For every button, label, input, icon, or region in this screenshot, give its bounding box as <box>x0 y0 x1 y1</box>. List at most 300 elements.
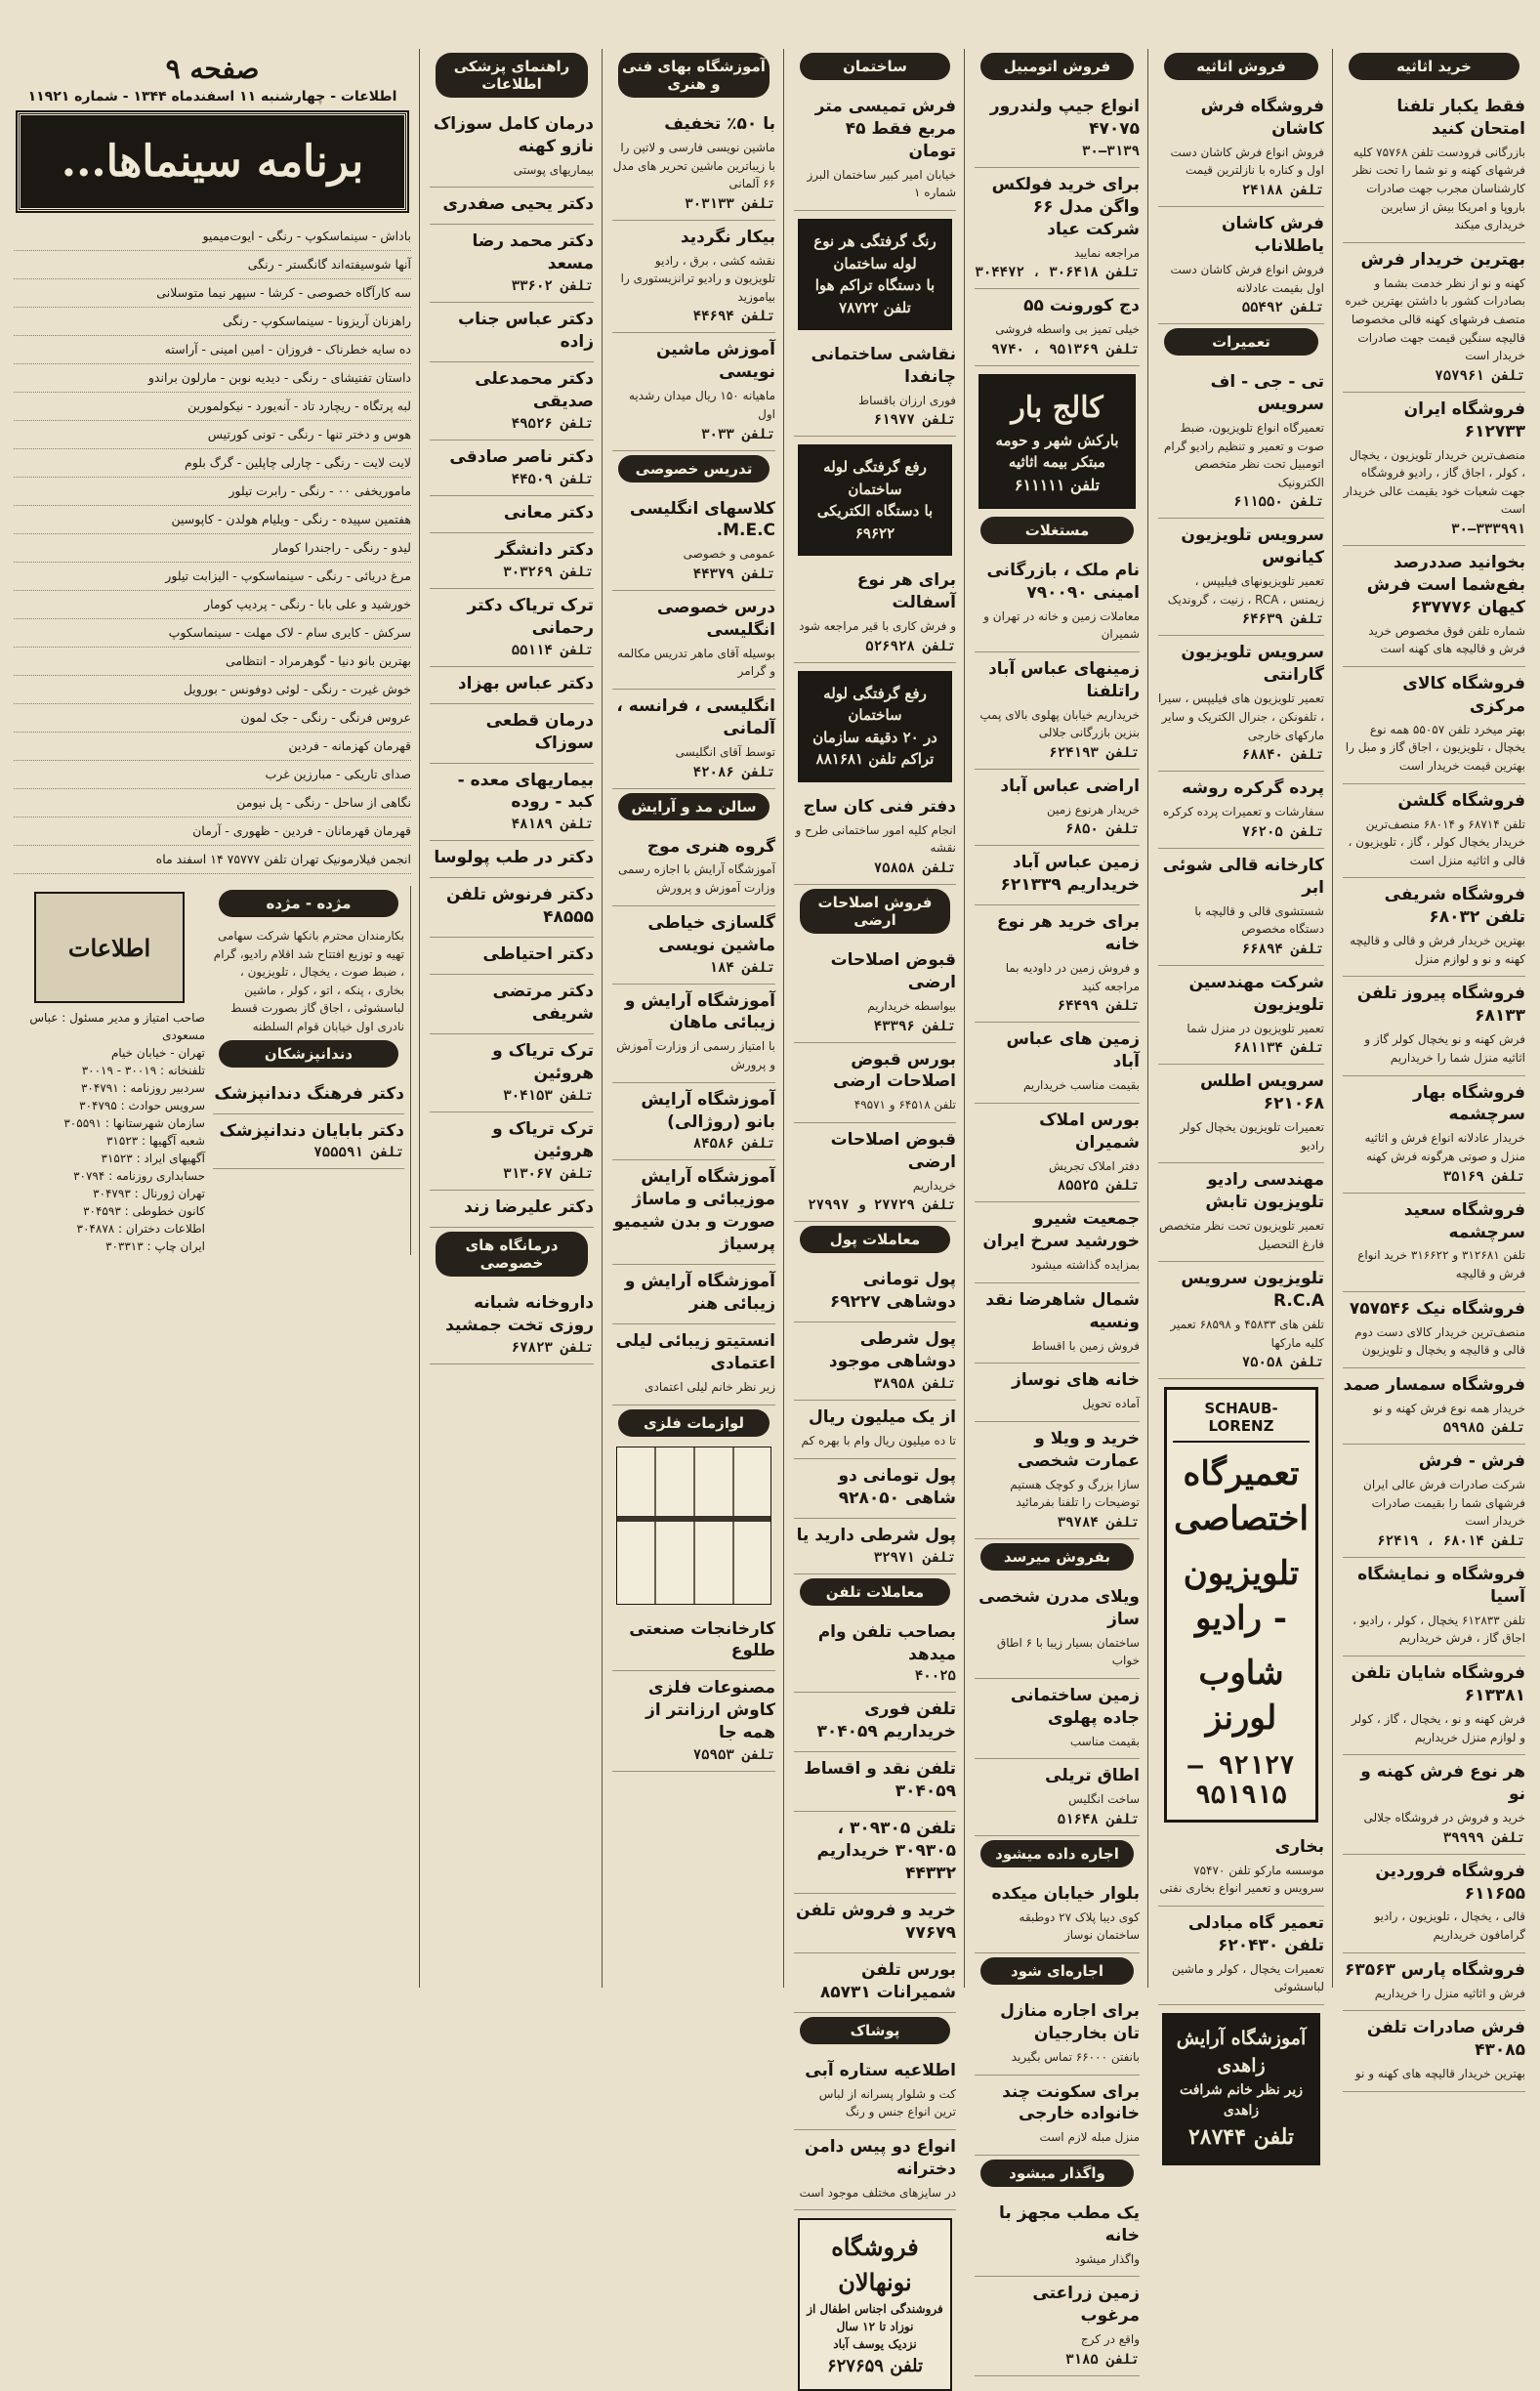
ad-title: برای اجاره منازل تان بخارجیان <box>1000 2001 1140 2043</box>
ad-title: دکتر علیرضا زند <box>464 1196 594 1217</box>
ad-body: نقشه کشی ، برق ، رادیو تلویزیون و رادیو ترانزیستوری را بیاموزید <box>620 253 775 304</box>
section-header: آموزشگاه بهای فنی و هنری <box>618 53 770 98</box>
ad-title: بخوانید صددرصد بفع‌شما است فرش کیهان ۶۳۷۷۷۶ <box>1366 553 1525 617</box>
ad-phone: تلفن ۷۵۸۵۸ <box>873 860 956 877</box>
ettelaat-logo: اطلاعات <box>34 892 185 1003</box>
ad-title: کارخانه قالی شوئی ابر <box>1162 855 1324 898</box>
pipe-cleaning-ad <box>798 671 952 782</box>
ad-title: دکتر محمد رضا مسعد <box>472 231 594 274</box>
classified-ad <box>975 1877 1140 1953</box>
section-header: اجاره‌ای شود <box>980 1957 1134 1985</box>
ad-title: دکتر ناصر صادقی <box>449 447 594 468</box>
ad-phone: تلفن ۶۴۴۹۹ <box>1057 998 1140 1015</box>
classified-ad <box>430 440 594 496</box>
classified-ad <box>1158 1065 1324 1163</box>
column-sell-furniture-repairs <box>1150 49 1332 2150</box>
classified-ad <box>975 168 1140 289</box>
ad-body: منزل مبله لازم است <box>1039 2130 1140 2145</box>
ad-line: کالج بار <box>1011 390 1103 425</box>
ad-title: فروشگاه و نمایشگاه آسیا <box>1357 1565 1525 1607</box>
classified-ad <box>1158 90 1324 207</box>
column-cars-real-estate <box>967 49 1147 2368</box>
ad-title: آموزشگاه آرایش بانو (روژالی) <box>641 1089 775 1132</box>
ad-body: تلفن ۶۸۷۱۴ و ۶۸۰۱۴ منصف‌ترین خریدار یخچال کولر ، گاز ، تلویزیون ، قالی و اثاثیه منزل است <box>1348 817 1525 867</box>
ad-title: یک مطب مجهز با خانه <box>999 2203 1140 2245</box>
ad-title: فروشگاه شریفی تلفن ۶۸۰۳۲ <box>1384 885 1525 928</box>
classified-ad <box>1343 1657 1525 1755</box>
publisher-info-line: صاحب امتیاز و مدیر مسئول : عباس مسعودی <box>29 1011 205 1042</box>
classified-ad <box>975 1422 1140 1539</box>
section-header: فروش اثاثیه <box>1164 53 1318 80</box>
ad-title: قبوض اصلاحات ارضی <box>830 1130 956 1172</box>
ad-phone: تلفن ۱۸۴ <box>709 959 775 976</box>
ad-title: دکتر فرنوش تلفن ۴۸۵۵۵ <box>445 885 594 928</box>
ad-title: نام ملک ، بازرگانی امینی ۷۹۰۰۹۰ <box>986 560 1140 603</box>
ad-title: درس خصوصی انگلیسی <box>656 597 775 640</box>
ad-body: و فرش کاری با قیر مراجعه شود <box>799 619 956 634</box>
classified-ad <box>1343 878 1525 977</box>
ad-body: ماهیانه ۱۵۰ ریال میدان رشدیه اول <box>629 389 775 421</box>
ad-phone: تلفن ۲۴۱۸۸ <box>1241 183 1324 199</box>
ad-body: خریدار عادلانه انواع فرش و اثاثیه منزل و صوتی هرگونه فرش کهنه <box>1364 1131 1525 1163</box>
ad-body: سازا بزرگ و کوچک هستیم توضیحات را تلفنا بفرمائید <box>1010 1477 1140 1510</box>
ad-phone: ۹۲۱۲۷ — ۹۵۱۹۱۵ <box>1187 1750 1295 1810</box>
ad-title: فروشگاه فروردین ۶۱۱۶۵۵ <box>1375 1861 1525 1904</box>
classified-ad <box>794 1894 956 1953</box>
ad-title: دکتر عباس جناب زاده <box>457 310 594 353</box>
ad-title: فروشگاه نیک ۷۵۷۵۴۶ <box>1349 1298 1525 1319</box>
cinema-listing: بهترین بانو دنیا - گوهرمراد - انتظامی <box>14 648 411 676</box>
ad-body: تلفن ۶۴۵۱۸ و ۴۹۵۷۱ <box>853 1098 956 1112</box>
ad-title: فروشگاه بهار سرچشمه <box>1413 1082 1525 1125</box>
page-number: صفحه ۹ <box>165 53 260 85</box>
ad-title: زمین های عباس آباد <box>1006 1029 1140 1072</box>
ad-phone: تلفن ۴۴۵۰۹ <box>511 471 594 487</box>
column-divider <box>602 49 603 1988</box>
ad-title: بلوار خیابان میکده <box>991 1883 1140 1904</box>
classified-ad <box>1343 1755 1525 1854</box>
classified-ad <box>794 1043 956 1123</box>
cinema-listing: قهرمان قهرمانان - فردین - ظهوری - آرمان <box>14 818 411 846</box>
classified-ad <box>1158 365 1324 519</box>
ad-title: فروشگاه سعید سرچشمه <box>1403 1199 1525 1242</box>
cinema-listing: ده سایه خطرناک - فروزان - امین امینی - آراسته <box>14 336 411 364</box>
classified-ad <box>1343 1445 1525 1558</box>
classified-ad <box>794 1693 956 1752</box>
ad-title: فرش صادرات تلفن ۴۳۰۸۵ <box>1366 2018 1525 2061</box>
section-header: سالن مد و آرایش <box>618 793 770 820</box>
section-header: معاملات پول <box>800 1226 950 1253</box>
classified-ad <box>1343 977 1525 1075</box>
ad-title: برای خرید فولکس واگن مدل ۶۶ شرکت عیاد <box>991 174 1140 239</box>
ad-title: مهندسی رادیو تلویزیون تابش <box>1205 1170 1324 1213</box>
classified-ad <box>1158 1262 1324 1379</box>
ad-phone: تلفن ۳۸۹۵۸ <box>873 1376 956 1393</box>
ad-title: بخاری <box>1274 1836 1324 1857</box>
ad-line: با دستگاه تراکم هوا تلفن ۷۸۷۲۲ <box>814 276 936 316</box>
classified-ad <box>794 1519 956 1574</box>
ad-body: انجام کلیه امور ساختمانی طرح و نقشه <box>795 822 956 856</box>
classified-ad <box>612 1671 775 1772</box>
ad-body: بهترین خریدار فرش و قالی و قالیچه کهنه و نو و لوازم منزل <box>1350 934 1525 966</box>
section-header: معاملات تلفن <box>800 1578 950 1606</box>
ad-line: تعمیرگاه اختصاصی <box>1174 1454 1309 1539</box>
ad-phone: تلفن ۲۸۷۴۴ <box>1187 2123 1295 2150</box>
classified-ad <box>975 1679 1140 1759</box>
classified-ad <box>1158 849 1324 966</box>
classified-ad <box>975 1104 1140 1202</box>
classified-ad <box>1158 519 1324 636</box>
classified-ad <box>612 830 775 906</box>
ad-title: دکتر دانشگر <box>495 539 594 560</box>
classified-ad <box>430 533 594 589</box>
section-header: ساختمان <box>800 53 950 80</box>
ad-body: قالی ، یخچال ، تلویزیون ، رادیو گرامافون خریداریم <box>1374 1909 1525 1943</box>
publisher-info-line: تهران ژورنال : ۳۰۴۷۹۳ <box>93 1187 205 1200</box>
classified-ad <box>794 1752 956 1812</box>
ad-phone: تلفن ۴۸۱۸۹ <box>511 817 594 833</box>
ad-body: ساختمان بسیار زیبا با ۶ اطاق خواب <box>996 1635 1140 1668</box>
classified-ad <box>975 905 1140 1023</box>
ad-phone: تلفن ۳۱۸۵ <box>1065 2351 1140 2368</box>
classified-ad <box>975 1759 1140 1836</box>
ad-body: بکارمندان محترم بانکها شرکت سهامی تهیه و توزیع افتتاح شد اقلام رادیو، گرام ، ضبط صوت ، یخچال ، تلویزیون ، بخاری ، پنکه ، اتو ، کولر ، ماشین لباسشوئی ، اجاق گاز بصورت قسط نادری اول خیابان قوام السلطنه <box>213 929 404 1033</box>
publisher-info-line: سازمان شهرستانها : ۳۰۵۵۹۱ <box>63 1116 205 1130</box>
ad-body: سفارشات و تعمیرات پرده کرکره <box>1162 805 1324 819</box>
ad-phone: تلفن ۶۸۱۱۳۴ <box>1233 1040 1324 1057</box>
section-header: خرید اثاثیه <box>1349 53 1519 80</box>
ad-title: فروشگاه کالای مرکزی <box>1402 674 1525 716</box>
classified-ad <box>430 938 594 975</box>
ad-body: خریداریم خیابان پهلوی بالای پمپ بنزین بازرگانی جلالی <box>979 707 1140 740</box>
ad-phone: تلفن ۳۰۳۳ <box>701 426 775 442</box>
classified-ad <box>794 564 956 662</box>
ad-phone: تلفن ۷۵۵۵۹۱ <box>313 1145 404 1161</box>
section-header: فروش اصلاحات ارضی <box>800 889 950 934</box>
classified-ad <box>430 1286 594 1364</box>
cinema-listing: سه کارآگاه خصوصی - کرشا - سپهر نیما متوسلانی <box>14 279 411 308</box>
ad-body: بهتر میخرد تلفن ۵۵۰۵۷ همه نوع یخچال ، تلویزیون ، اجاق گاز و مبل را بهترین قیمت خریدار است <box>1345 722 1525 774</box>
classified-ad <box>1343 243 1525 393</box>
nonahalan-store-ad <box>798 2218 952 2391</box>
ad-title: بهترین خریدار فرش <box>1360 249 1525 270</box>
classified-ad <box>794 2054 956 2130</box>
publisher-info-line: سرویس حوادث : ۳۰۴۷۹۵ <box>79 1099 205 1112</box>
ad-line: شاوب لورنز <box>1198 1653 1284 1738</box>
section-header: مستغلات <box>980 517 1134 544</box>
ad-phone: تلفن ۴۹۵۲۶ <box>511 416 594 433</box>
classified-ad <box>430 1191 594 1228</box>
ad-body: کهنه و نو از نظر خدمت بشما و بصادرات کشور با داشتن بهترین خبره متصف فرشهای کهنه قالی مخصوصا قالیچه سنگین قیمت جهت صادرات خریدار است <box>1345 275 1525 363</box>
ad-title: بصاحب تلفن وام میدهد <box>817 1621 956 1664</box>
ad-title: شمال شاهرضا نقد ونسیه <box>985 1289 1140 1332</box>
ad-title: اطلاعیه ستاره آبی <box>805 2060 956 2080</box>
classified-ad <box>794 2130 956 2210</box>
ad-body: در سایزهای مختلف موجود است <box>799 2185 956 2200</box>
ad-phone: تلفن ۶۱۱۵۵۰ <box>1233 494 1324 511</box>
classified-ad <box>1343 1855 1525 1953</box>
classified-ad <box>430 303 594 362</box>
ad-phone: تلفن ۶۸۰۱۴ ، ۶۲۴۱۹ <box>1377 1533 1525 1549</box>
classified-ad <box>1343 1292 1525 1368</box>
section-header: تعمیرات <box>1164 328 1318 356</box>
classified-ad <box>1343 546 1525 667</box>
cinema-listing: خورشید و علی بابا - رنگی - پردیپ کومار <box>14 591 411 619</box>
ad-title: انستیتو زیبائی لیلی اعتمادی <box>615 1331 775 1373</box>
ad-phone: تلفن ۵۱۶۴۸ <box>1057 1811 1140 1827</box>
ad-phone: تلفن ۴۲۰۸۶ <box>692 764 775 780</box>
publisher-info-line: کانون خطوطی : ۳۰۴۵۹۳ <box>83 1204 205 1218</box>
classified-ad <box>794 790 956 885</box>
ad-body: تعمیرات تلویزیون یخچال کولر رادیو <box>1180 1120 1324 1153</box>
ad-body: معاملات زمین و خانه در تهران و شمیران <box>983 608 1140 642</box>
column-medical-guide <box>422 49 602 1983</box>
ad-line: تلویزیون - رادیو <box>1183 1554 1300 1639</box>
column-divider <box>783 49 784 1988</box>
ad-title: فروشگاه پیروز تلفن ۶۸۱۳۳ <box>1356 984 1525 1027</box>
ad-body: منصف‌ترین خریدار کالای دست دوم قالی و قالیچه و یخچال و تلویزیون <box>1354 1324 1525 1358</box>
classified-ad <box>430 107 594 188</box>
cinema-listing: لبه پرتگاه - ریچارد تاد - آنه‌یورد - نیکولمورین <box>14 393 411 421</box>
cinema-listing: عروس فرنگی - رنگی - جک لمون <box>14 704 411 733</box>
classified-ad <box>975 2197 1140 2277</box>
ad-phone: تلفن ۶۷۸۲۳ <box>511 1339 594 1356</box>
ad-body: منصف‌ترین خریدار تلویزیون ، یخچال ، کولر ، اجاق گاز ، رادیو فروشگاه جهت شعبات خود بقیمت عالی خریدار است <box>1343 447 1525 517</box>
ad-body: دفتر املاک تجریش <box>1049 1158 1140 1173</box>
ad-body: بمزایده گذاشته میشود <box>1030 1258 1140 1273</box>
column-cinema-program <box>6 49 419 1983</box>
ad-title: دفتر فنی کان ساج <box>803 796 956 817</box>
ad-title: خرید و ویلا و عمارت شخصی <box>1017 1428 1140 1471</box>
ad-phone: تلفن ۶۲۷۶۵۹ <box>826 2356 924 2377</box>
ad-title: پرده گرکره روشه <box>1182 778 1324 799</box>
ad-title: کلاسهای انگلیسی M.E.C. <box>629 498 775 541</box>
ad-body: تعمیرات یخچال ، کولر و ماشین لباسشوئی <box>1172 1961 1324 1994</box>
ad-title: انواع دو پیس دامن دخترانه <box>804 2136 956 2179</box>
ad-phone: تلفن ۷۵۰۵۸ <box>1241 1355 1324 1371</box>
classified-ad <box>1343 784 1525 879</box>
ad-phone: تلفن ۳۰۳۲۶۹ <box>503 564 594 580</box>
ad-title: درمان قطعی سوزاک <box>485 710 594 753</box>
column-schools-beauty <box>604 49 783 1983</box>
ad-line: رنگ گرفتگی هر نوع لوله ساختمان <box>813 232 936 273</box>
ad-title: خرید و فروش تلفن ۷۷۶۷۹ <box>796 1901 956 1943</box>
ad-title: آموزشگاه آرایش و زیبائی هنر <box>624 1272 775 1315</box>
ad-title: فرش کاشان یاطلاناب <box>1222 214 1324 256</box>
ad-phone: تلفن ۳۰۳۱۳۳ <box>685 195 775 212</box>
publisher-info-line: ایران چاپ : ۳۰۳۳۱۳ <box>105 1239 205 1253</box>
ad-body: بانفتن ۶۶۰۰۰ تماس بگیرید <box>1011 2049 1140 2064</box>
publisher-info-line: تهران - خیابان خیام <box>110 1046 205 1060</box>
classified-ad <box>430 225 594 303</box>
ad-body: کت و شلوار پسرانه از لباس ترین انواع جنس و رنگ <box>818 2086 956 2119</box>
ad-title: سرویس اطلس ۶۲۱۰۶۸ <box>1199 1071 1324 1114</box>
classified-ad <box>794 90 956 211</box>
ad-phone: ۳۱۳۹—۳۰ <box>1081 143 1140 159</box>
ad-phone: تلفن ۶۲۴۱۹۳ <box>1049 744 1140 761</box>
section-header: لوازمات فلزی <box>618 1409 770 1437</box>
ad-body: کوی دیبا پلاک ۲۷ دوطبقه ساختمان نوساز <box>1019 1909 1140 1943</box>
ad-title: دکتر یحیی صفدری <box>442 194 594 215</box>
classified-ad <box>430 362 594 440</box>
classified-ad <box>794 1459 956 1519</box>
ad-title: برای هر نوع آسفالت <box>856 570 956 613</box>
ad-body: بوسیله آقای ماهر تدریس مکالمه و گرامر <box>617 646 775 679</box>
ad-body: واقع در کرج <box>1080 2332 1140 2347</box>
ad-phone: تلفن ۵۵۴۹۲ <box>1241 300 1324 316</box>
ad-phone: تلفن ۵۲۶۹۲۸ <box>865 638 956 654</box>
ad-body: خیابان امیر کبیر ساختمان البرز شماره ۱ <box>807 167 956 200</box>
ad-body: فروش زمین با اقساط <box>1031 1338 1140 1353</box>
classified-ad <box>794 1812 956 1894</box>
ad-phone: ۳۳۳۹۹۱—۳۰ <box>1451 522 1525 537</box>
column-construction-money <box>786 49 964 2377</box>
ad-title: تلفن ۳۰۹۳۰۵ ، ۳۰۹۳۰۵ خریداریم ۴۴۳۳۲ <box>816 1819 956 1884</box>
ad-title: ترک تریاک و هروئین <box>492 1118 594 1161</box>
ad-title: فرش تمیسی متر مربع فقط ۴۵ تومان <box>814 97 956 161</box>
ad-title: گروه هنری موج <box>646 836 775 857</box>
classified-ad <box>975 846 1140 905</box>
ad-body: موسسه مارکو تلفن ۷۵۴۷۰ سرویس و تعمیر انواع بخاری نفتی <box>1159 1863 1324 1896</box>
classified-ad <box>975 1023 1140 1103</box>
ad-line: با دستگاه الکتریکی ۶۹۶۲۲ <box>816 502 934 542</box>
ad-title: پول تومانی دوشاهی ۶۹۲۲۷ <box>829 1270 956 1313</box>
ad-body: فروش انواع فرش کاشان دست اول بقیمت عادلانه <box>1170 262 1324 295</box>
cinema-program-banner: برنامه سینماها... <box>18 112 407 211</box>
ad-phone: تلفن ۳۰۴۱۵۳ <box>503 1087 594 1104</box>
ad-phone: تلفن ۶۶۸۹۴ <box>1241 941 1324 957</box>
ad-title: داروخانه شبانه روزی تخت جمشید <box>445 1292 594 1335</box>
ad-phone: تلفن ۹۵۱۳۶۹ ، ۹۷۴۰ <box>991 341 1140 357</box>
classified-ad <box>213 1114 404 1170</box>
ad-line: آموزشگاه آرایش زاهدی <box>1176 2027 1307 2077</box>
ad-phone: تلفن ۷۶۲۰۵ <box>1241 823 1324 840</box>
ad-title: زمین عباس آباد خریداریم ۶۲۱۳۳۹ <box>1000 853 1140 896</box>
ad-title: دکتر احتیاطی <box>482 944 594 965</box>
classified-ad <box>975 289 1140 366</box>
ad-body: تلفن ۳۱۲۶۸۱ و ۳۱۶۶۲۲ خرید انواع فرش و قالیچه <box>1357 1248 1525 1281</box>
ad-title: فرش - فرش <box>1418 1451 1525 1472</box>
ad-line: فروشگاه نونهالان <box>831 2233 919 2297</box>
ad-title: بورس تلفن شمیرانات ۸۵۷۳۱ <box>819 1959 956 2002</box>
ad-phone: تلفن ۶۱۱۱۱۱ <box>1014 475 1101 494</box>
ad-title: بیماریهای معده - کبد - روده <box>457 770 594 813</box>
classified-ad <box>612 690 775 788</box>
ad-body: تعمیر تلویزیون تحت نظر متخصص فارغ التحصیل <box>1159 1219 1324 1251</box>
ad-phone: تلفن ۳۲۹۷۱ <box>873 1549 956 1566</box>
classified-ad <box>794 1263 956 1322</box>
ad-title: تلفن فوری خریداریم ۳۰۴۰۵۹ <box>816 1699 956 1742</box>
section-header: دندانپزشکان <box>219 1040 398 1068</box>
ad-body: تعمیر تلویزیون های فیلیپس ، سیرا ، تلفونکن ، جنرال الکتریک و سایر مارکهای خارجی <box>1158 692 1324 742</box>
ad-phone: ۴۰۰۲۵ <box>914 1668 956 1685</box>
ad-body: بیواسطه خریداریم <box>867 998 956 1013</box>
ad-title: کارخانجات صنعتی طلوع <box>629 1618 775 1661</box>
ad-phone: تلفن ۳۱۳۰۶۷ <box>503 1165 594 1182</box>
ad-phone: تلفن ۸۵۵۲۵ <box>1057 1178 1140 1195</box>
section-header: پوشاک <box>800 2017 950 2044</box>
classified-ad <box>975 1202 1140 1282</box>
ad-title: انواع جیپ ولندرور ۴۷۰۷۵ <box>989 97 1140 139</box>
ad-phone: تلفن ۵۹۹۸۵ <box>1442 1420 1525 1437</box>
ad-body: خریدار همه نوع فرش کهنه و نو <box>1373 1401 1525 1415</box>
ad-title: پول شرطی دوشاهی موجود <box>828 1329 956 1372</box>
publisher-info-line: حسابداری روزنامه : ۳۰۷۹۴ <box>73 1169 205 1183</box>
ad-phone: تلفن ۳۰۶۴۱۸ ، ۳۰۴۴۷۲ <box>975 265 1140 281</box>
college-bar-ad <box>978 374 1136 509</box>
cinema-listing: راهزنان آریزونا - سینماسکوپ - رنگی <box>14 308 411 336</box>
kitchen-cabinets-illustration <box>616 1447 771 1605</box>
ad-title: دکتر در طب پولوسا <box>434 848 594 868</box>
ad-title: مصنوعات فلزی کاوش ارزانتر از همه جا <box>645 1678 775 1743</box>
cinema-listing: باداش - سینماسکوپ - رنگی - ایوت‌میمیو <box>14 223 411 251</box>
classified-ad <box>794 338 956 437</box>
ad-title: فقط یکبار تلفنا امتحان کنید <box>1396 97 1525 139</box>
classified-ad <box>794 1953 956 2013</box>
classified-ad <box>612 333 775 450</box>
section-header: مژده - مژده <box>219 890 398 917</box>
ad-body: فرش کهنه و نو یخچال کولر گاز و اثاثیه منزل شما را خریداریم <box>1364 1032 1525 1065</box>
column-buy-furniture <box>1335 49 1533 2081</box>
ad-line: مبتکر بیمه اثاثیه <box>1008 453 1106 472</box>
cinema-listing: لیدو - رنگی - راجندرا کومار <box>14 534 411 563</box>
ad-body: خرید و فروش در فروشگاه جلالی <box>1363 1811 1525 1825</box>
ad-body: فرش و اثاثیه منزل را خریداریم <box>1374 1986 1525 2000</box>
cinema-listing: آنها شوسیفته‌اند گانگستر - رنگی <box>14 251 411 279</box>
ad-phone: تلفن ۴۳۳۹۶ <box>873 1018 956 1034</box>
classified-ad <box>1343 90 1525 243</box>
ad-title: برای سکونت چند خانواده خارجی <box>1002 2081 1140 2124</box>
ad-title: زمین زراعتی مرغوب <box>1032 2284 1140 2327</box>
ad-line: فروشندگی اجناس اطفال از نوزاد تا ۱۲ سال <box>807 2302 943 2334</box>
publisher-info-line: سردبیر روزنامه : ۳۰۴۷۹۱ <box>80 1081 205 1095</box>
ad-title: فروشگاه گلشن <box>1397 790 1525 811</box>
ad-body: عمومی و خصوصی <box>683 547 775 562</box>
ad-phone: تلفن ۶۸۸۴۰ <box>1241 747 1324 764</box>
classified-ad <box>1158 207 1324 324</box>
ad-phone: تلفن ۴۴۶۹۴ <box>692 309 775 325</box>
column-divider <box>1147 49 1148 1988</box>
classified-ad <box>1343 667 1525 784</box>
section-header: تدریس خصوصی <box>618 455 770 482</box>
schaub-lorenz-ad <box>1164 1387 1318 1822</box>
classified-ad <box>1158 636 1324 772</box>
classified-ad <box>612 906 775 985</box>
zahedi-salon-ad <box>1162 2013 1320 2165</box>
cinema-listing: هوس و دختر تنها - رنگی - تونی کورتیس <box>14 421 411 449</box>
classified-ad <box>430 764 594 842</box>
ad-title: فروشگاه شایان تلفن ۶۱۳۳۸۱ <box>1351 1663 1525 1705</box>
ad-phone: تلفن ۸۴۵۸۶ <box>692 1136 775 1153</box>
cinema-listing: هفتمین سپیده - رنگی - ویلیام هولدن - کاپوسین <box>14 506 411 534</box>
classified-ad <box>1343 393 1525 546</box>
ad-title: آموزش ماشین نویسی <box>655 340 775 383</box>
classified-ad <box>430 589 594 667</box>
classified-ad <box>430 975 594 1034</box>
ad-body: تا ده میلیون ریال وام با بهره کم <box>801 1434 956 1448</box>
cinema-listing: خوش غیرت - رنگی - لوئی دوفونس - بورویل <box>14 676 411 704</box>
classified-ad <box>1343 1194 1525 1292</box>
pipe-cleaning-ad <box>798 444 952 556</box>
ad-title: آموزشگاه آرایش موزیبائی و ماساژ صورت و بدن شیمیو پرسیاژ <box>613 1167 775 1255</box>
ad-body: شرکت صادرات فرش عالی ایران فرشهای شما را بقیمت صادرات خریدار است <box>1363 1478 1525 1529</box>
classified-ad <box>794 1615 956 1694</box>
section-header: بفروش میرسد <box>980 1543 1134 1571</box>
ad-title: اراضی عباس آباد <box>1000 776 1140 796</box>
classified-ad <box>1343 1558 1525 1657</box>
ad-line: رفع گرفتگی لوله ساختمان <box>823 684 927 725</box>
ad-title: دکتر محمدعلی صدیقی <box>475 369 594 412</box>
